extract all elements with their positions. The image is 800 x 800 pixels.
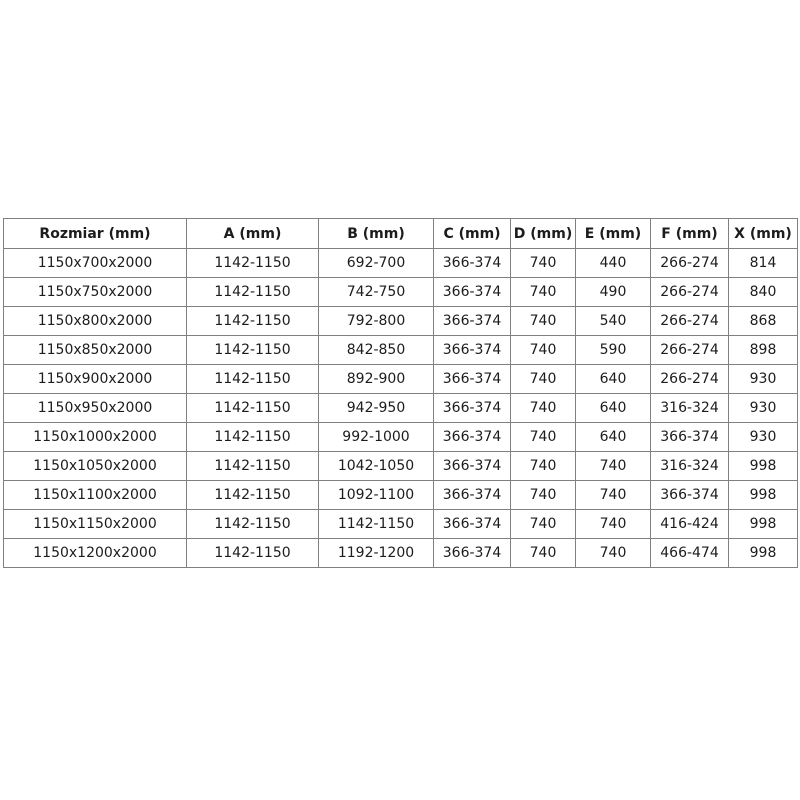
table-row [4,278,798,307]
table-cell: 1142-1150 [187,307,319,336]
column-header-f: F (mm) [651,219,729,249]
table-header [4,219,798,249]
table-cell: 366-374 [434,394,511,423]
table-cell: 740 [511,336,576,365]
table-cell: 792-800 [319,307,434,336]
table-row [4,394,798,423]
table-cell: 1150x1200x2000 [4,539,187,568]
table-cell: 366-374 [434,510,511,539]
table-cell: 998 [729,539,798,568]
table-cell: 892-900 [319,365,434,394]
table-cell: 416-424 [651,510,729,539]
table-cell: 266-274 [651,278,729,307]
table-cell: 868 [729,307,798,336]
table-cell: 740 [576,481,651,510]
table-row [4,249,798,278]
table-cell: 1042-1050 [319,452,434,481]
table-cell: 998 [729,452,798,481]
table-cell: 1142-1150 [187,539,319,568]
table-cell: 1150x750x2000 [4,278,187,307]
table-cell: 466-474 [651,539,729,568]
table-cell: 366-374 [434,423,511,452]
table-cell: 366-374 [434,249,511,278]
table-cell: 740 [576,510,651,539]
table-cell: 740 [511,423,576,452]
table-cell: 1142-1150 [187,394,319,423]
table-row [4,365,798,394]
table-cell: 898 [729,336,798,365]
table-cell: 842-850 [319,336,434,365]
table-cell: 740 [511,394,576,423]
table-cell: 998 [729,510,798,539]
table-cell: 742-750 [319,278,434,307]
table-cell: 490 [576,278,651,307]
table-row [4,336,798,365]
table-cell: 740 [511,365,576,394]
table-cell: 740 [511,481,576,510]
table-cell: 942-950 [319,394,434,423]
table-cell: 1142-1150 [187,510,319,539]
table-cell: 840 [729,278,798,307]
table-cell: 640 [576,423,651,452]
table-cell: 1142-1150 [187,481,319,510]
table-row [4,539,798,568]
table-cell: 1142-1150 [187,365,319,394]
table-cell: 930 [729,394,798,423]
table-cell: 1150x950x2000 [4,394,187,423]
table-cell: 366-374 [651,423,729,452]
table-cell: 366-374 [434,278,511,307]
table-row [4,307,798,336]
table-cell: 316-324 [651,394,729,423]
table-row [4,452,798,481]
column-header-rozmiar: Rozmiar (mm) [4,219,187,249]
table-cell: 366-374 [434,539,511,568]
table-cell: 740 [576,539,651,568]
table-cell: 1142-1150 [319,510,434,539]
column-header-d: D (mm) [511,219,576,249]
column-header-b: B (mm) [319,219,434,249]
table-cell: 540 [576,307,651,336]
table-cell: 740 [511,539,576,568]
size-table [3,218,798,568]
table-cell: 1142-1150 [187,336,319,365]
table-cell: 1150x1150x2000 [4,510,187,539]
table-cell: 366-374 [651,481,729,510]
table-cell: 998 [729,481,798,510]
table-cell: 266-274 [651,249,729,278]
table-cell: 590 [576,336,651,365]
table-cell: 814 [729,249,798,278]
table-cell: 366-374 [434,452,511,481]
table-row [4,510,798,539]
table-cell: 1142-1150 [187,278,319,307]
table-row [4,481,798,510]
column-header-e: E (mm) [576,219,651,249]
table-cell: 930 [729,423,798,452]
table-cell: 266-274 [651,307,729,336]
table-cell: 740 [511,452,576,481]
table-cell: 992-1000 [319,423,434,452]
table-cell: 266-274 [651,336,729,365]
table-cell: 1192-1200 [319,539,434,568]
table-cell: 1150x1000x2000 [4,423,187,452]
table-cell: 1150x850x2000 [4,336,187,365]
table-cell: 366-374 [434,307,511,336]
table-row [4,423,798,452]
table-cell: 316-324 [651,452,729,481]
column-header-a: A (mm) [187,219,319,249]
table-cell: 366-374 [434,481,511,510]
table-cell: 740 [511,249,576,278]
table-cell: 740 [576,452,651,481]
table-cell: 1142-1150 [187,423,319,452]
table-cell: 1150x800x2000 [4,307,187,336]
column-header-c: C (mm) [434,219,511,249]
table-body [4,249,798,568]
table-cell: 740 [511,307,576,336]
table-cell: 640 [576,365,651,394]
table-cell: 1142-1150 [187,249,319,278]
table-cell: 740 [511,510,576,539]
table-cell: 440 [576,249,651,278]
table-cell: 1150x700x2000 [4,249,187,278]
table-cell: 266-274 [651,365,729,394]
table-cell: 1092-1100 [319,481,434,510]
table-cell: 930 [729,365,798,394]
table-cell: 1150x1050x2000 [4,452,187,481]
header-row [4,219,798,249]
table-cell: 1150x1100x2000 [4,481,187,510]
table-cell: 366-374 [434,336,511,365]
table-cell: 1142-1150 [187,452,319,481]
table-cell: 1150x900x2000 [4,365,187,394]
table-cell: 366-374 [434,365,511,394]
column-header-x: X (mm) [729,219,798,249]
table-cell: 640 [576,394,651,423]
table-cell: 692-700 [319,249,434,278]
table-cell: 740 [511,278,576,307]
